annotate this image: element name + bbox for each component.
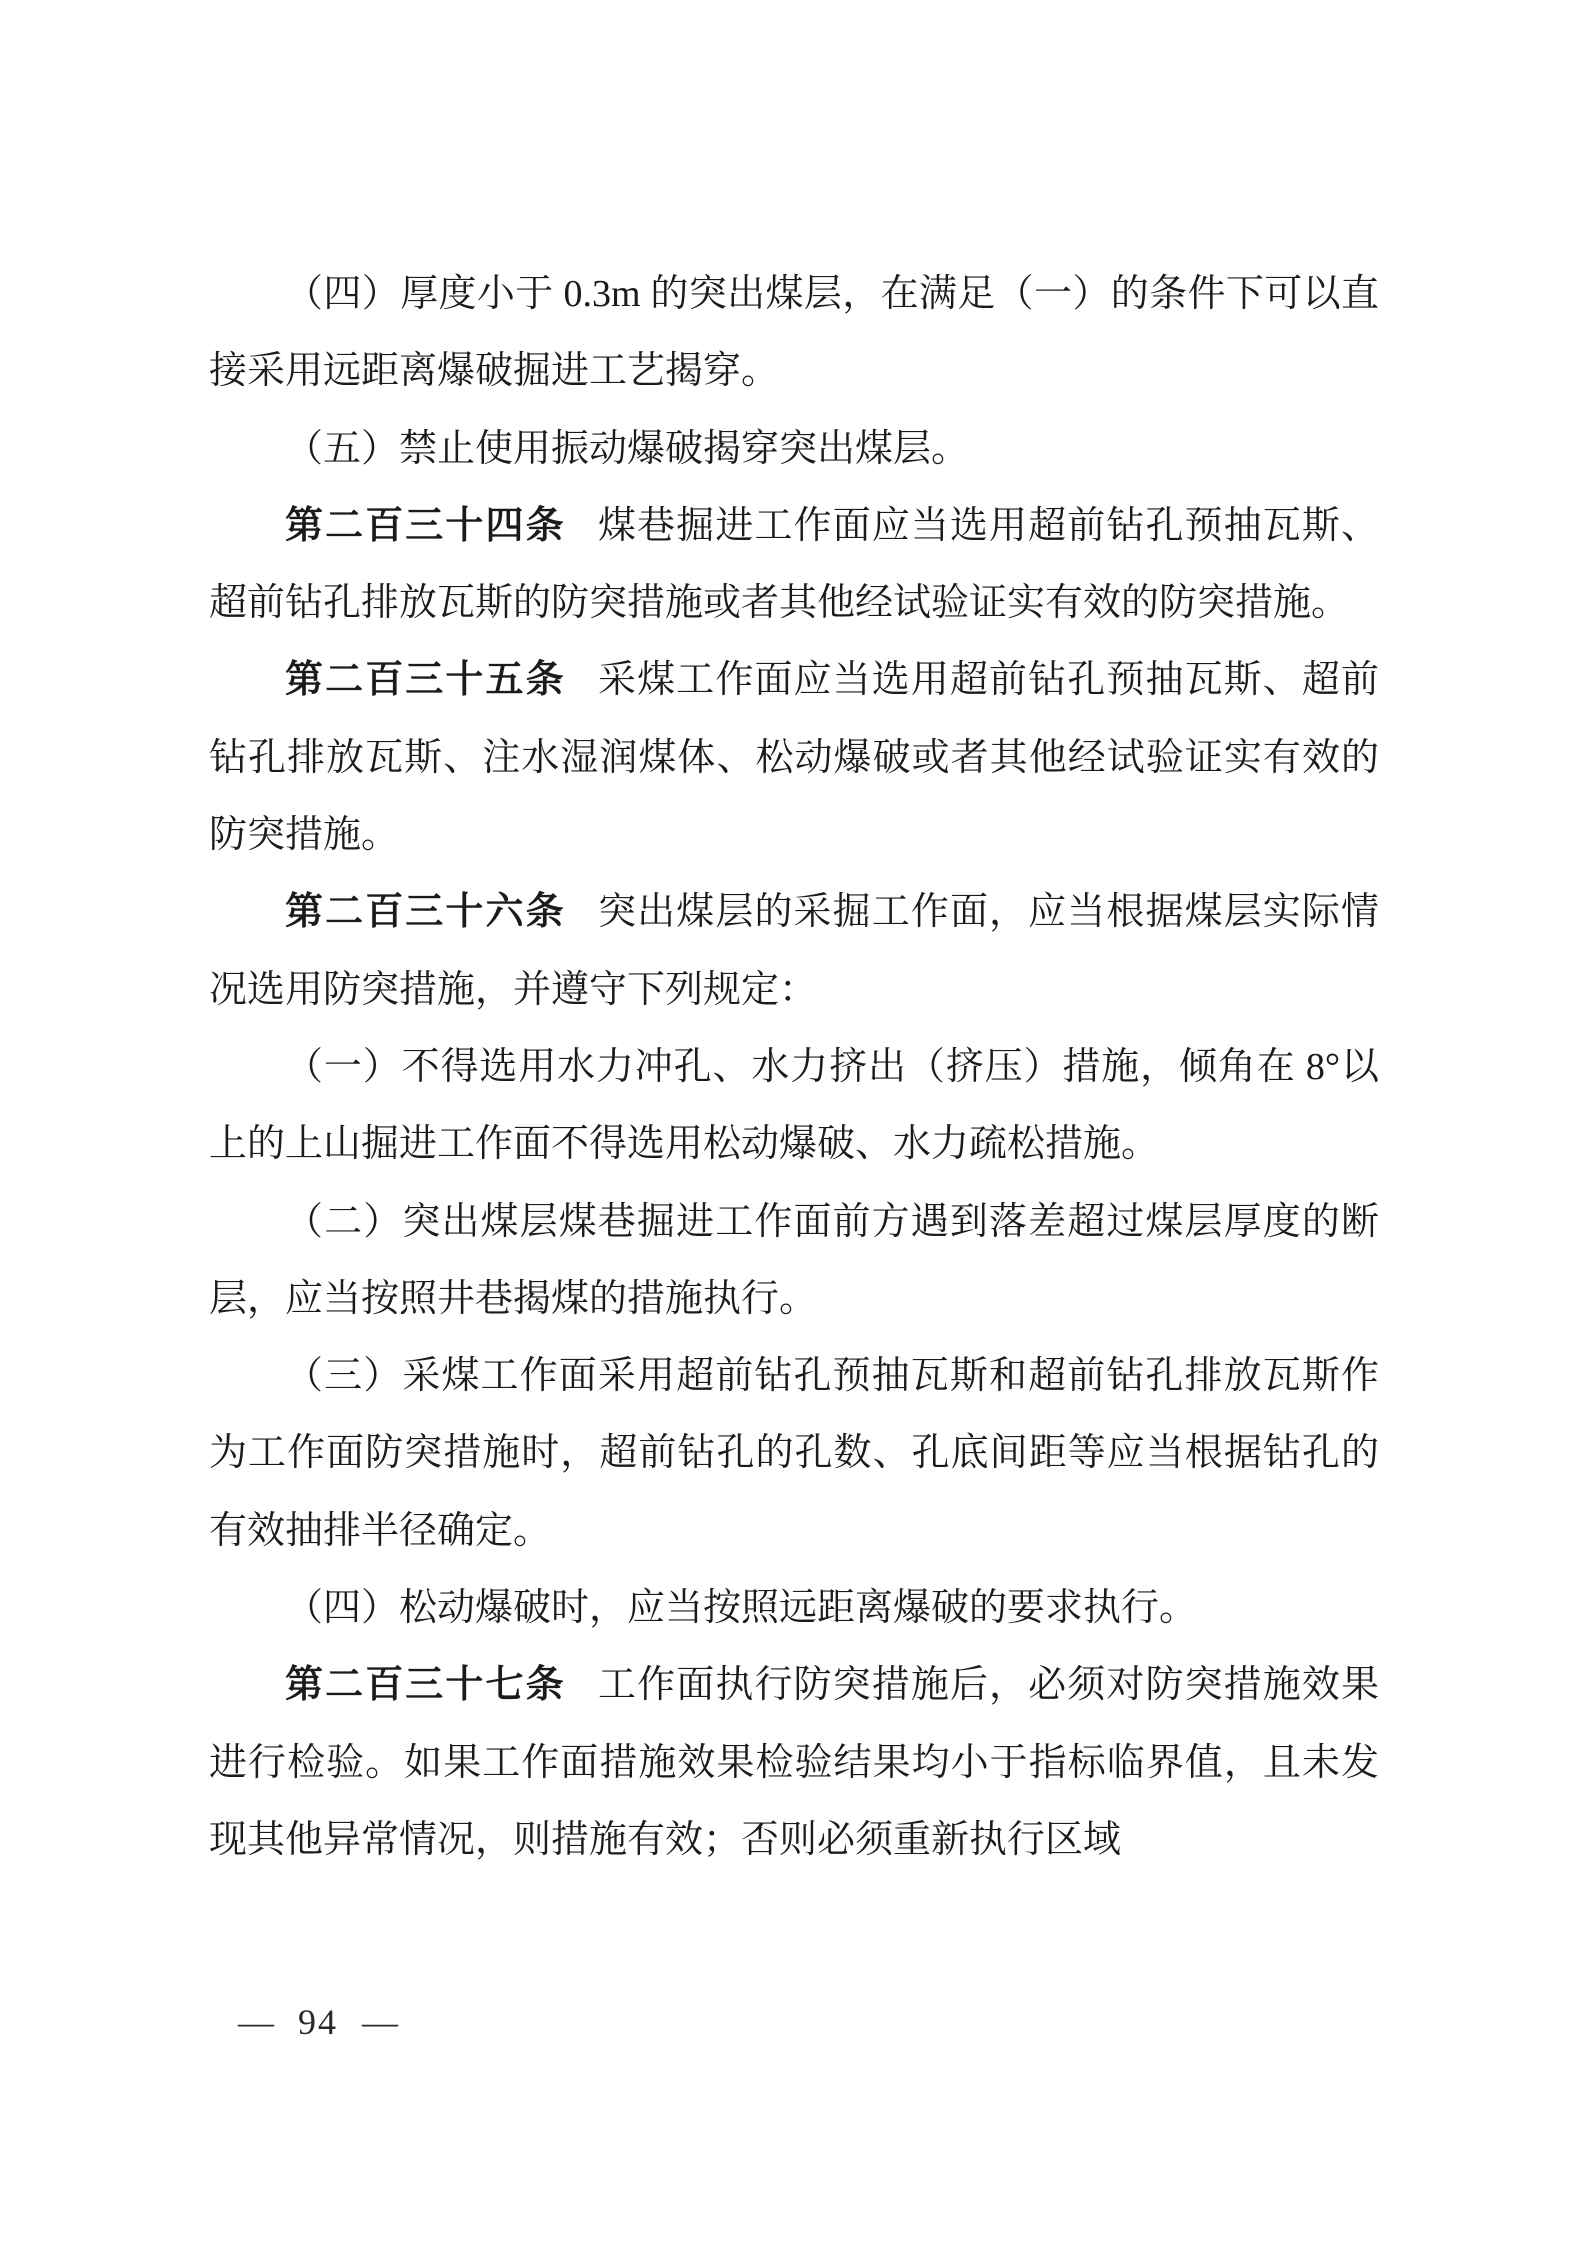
paragraph-text: （四）厚度小于 0.3m 的突出煤层，在满足（一）的条件下可以直接采用远距离爆破掘进工艺揭穿。 [209,273,1379,393]
paragraph-text: 煤巷掘进工作面应当选用超前钻孔预抽瓦斯、超前钻孔排放瓦斯的防突措施或者其他经试验证实有效的防突措施。 [209,504,1379,625]
footer-dash-left: — [238,2002,274,2042]
paragraph-text: （三）采煤工作面采用超前钻孔预抽瓦斯和超前钻孔排放瓦斯作为工作面防突措施时，超前钻孔的孔数、孔底间距等应当根据钻孔的有效抽排半径确定。 [209,1355,1379,1552]
paragraph-text: 工作面执行防突措施后，必须对防突措施效果进行检验。如果工作面措施效果检验结果均小于指标临界值，且未发现其他异常情况，则措施有效；否则必须重新执行区域 [209,1664,1379,1861]
page-footer [238,2001,398,2043]
paragraph-text: 采煤工作面应当选用超前钻孔预抽瓦斯、超前钻孔排放瓦斯、注水湿润煤体、松动爆破或者其他经试验证实有效的防突措施。 [209,659,1379,857]
paragraph [209,411,1379,488]
paragraph-text: （五）禁止使用振动爆破揭穿突出煤层。 [285,427,970,470]
article-number: 第二百三十七条 [285,1664,566,1707]
paragraph [209,1338,1379,1570]
paragraph-text: （一）不得选用水力冲孔、水力挤出（挤压）措施，倾角在 8°以上的上山掘进工作面不得选用松动爆破、水力疏松措施。 [209,1045,1379,1166]
paragraph-text: （二）突出煤层煤巷掘进工作面前方遇到落差超过煤层厚度的断层，应当按照井巷揭煤的措施执行。 [209,1200,1379,1320]
document-body [209,256,1379,1879]
paragraph [209,1570,1379,1647]
page-number: 94 [298,2002,338,2042]
paragraph [209,1647,1379,1879]
article-number: 第二百三十五条 [285,659,566,702]
paragraph [209,1029,1379,1184]
paragraph-text: 突出煤层的采掘工作面，应当根据煤层实际情况选用防突措施，并遵守下列规定： [209,891,1379,1011]
article-number: 第二百三十四条 [285,504,566,547]
paragraph [209,488,1379,643]
paragraph [209,642,1379,874]
paragraph-text: （四）松动爆破时，应当按照远距离爆破的要求执行。 [285,1587,1198,1630]
paragraph [209,1184,1379,1339]
paragraph [209,256,1379,411]
article-number: 第二百三十六条 [285,891,566,934]
footer-dash-right: — [362,2002,398,2042]
paragraph [209,874,1379,1029]
